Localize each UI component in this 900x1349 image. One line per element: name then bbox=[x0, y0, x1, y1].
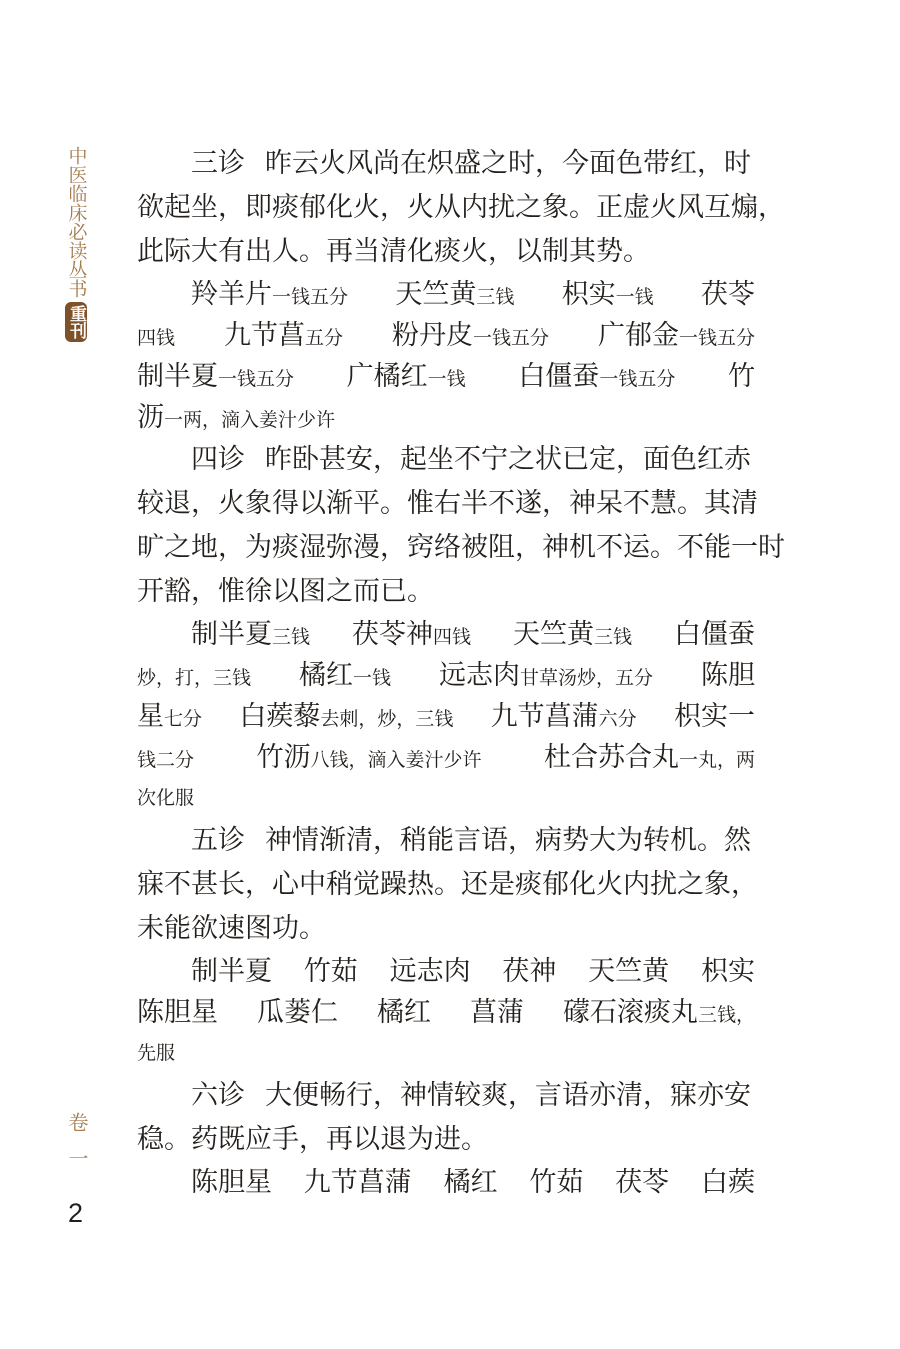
text-line: 五诊 神情渐清，稍能言语，病势大为转机。然 bbox=[191, 825, 751, 856]
reprint-seal: 重刊 bbox=[65, 302, 87, 342]
prescription-line: 钱二分 竹沥八钱，滴入姜汁少许 杜合苏合丸一丸，两 bbox=[137, 742, 755, 773]
text-line: 此际大有出人。再当清化痰火，以制其势。 bbox=[137, 236, 650, 267]
text-line: 开豁，惟徐以图之而已。 bbox=[137, 576, 434, 607]
series-title-vertical bbox=[64, 146, 88, 342]
volume-label: 卷一 bbox=[65, 1112, 89, 1184]
prescription-line: 陈胆星 瓜蒌仁 橘红 菖蒲 礞石滚痰丸三钱， bbox=[137, 997, 755, 1028]
series-title-text: 中医临床必读丛书 bbox=[65, 146, 88, 298]
text-line: 未能欲速图功。 bbox=[137, 913, 326, 944]
main-text bbox=[137, 142, 785, 1203]
prescription-line: 先服 bbox=[137, 1042, 176, 1064]
prescription-line: 次化服 bbox=[137, 787, 195, 809]
prescription-line: 制半夏 竹茹 远志肉 茯神 天竺黄 枳实 bbox=[191, 956, 755, 987]
prescription-line: 沥一两，滴入姜汁少许 bbox=[137, 402, 336, 433]
text-line: 欲起坐，即痰郁化火，火从内扰之象。正虚火风互煽， bbox=[137, 192, 785, 223]
text-line: 较退，火象得以渐平。惟右半不遂，神呆不慧。其清 bbox=[137, 488, 758, 519]
text-line: 寐不甚长，心中稍觉躁热。还是痰郁化火内扰之象， bbox=[137, 869, 758, 900]
prescription-line: 羚羊片一钱五分 天竺黄三钱 枳实一钱 茯苓 bbox=[191, 279, 755, 310]
text-line: 稳。药既应手，再以退为进。 bbox=[137, 1124, 488, 1155]
text-line: 四诊 昨卧甚安，起坐不宁之状已定，面色红赤 bbox=[191, 444, 751, 475]
text-line: 六诊 大便畅行，神情较爽，言语亦清，寐亦安 bbox=[191, 1080, 751, 1111]
text-line: 三诊 昨云火风尚在炽盛之时，今面色带红，时 bbox=[191, 148, 751, 179]
prescription-line: 四钱 九节菖五分 粉丹皮一钱五分 广郁金一钱五分 bbox=[137, 320, 755, 351]
prescription-line: 制半夏一钱五分 广橘红一钱 白僵蚕一钱五分 竹 bbox=[137, 361, 755, 392]
prescription-line: 炒，打，三钱 橘红一钱 远志肉甘草汤炒，五分 陈胆 bbox=[137, 660, 755, 691]
prescription-line: 制半夏三钱 茯苓神四钱 天竺黄三钱 白僵蚕 bbox=[191, 619, 755, 650]
prescription-line: 陈胆星 九节菖蒲 橘红 竹茹 茯苓 白蒺 bbox=[191, 1167, 755, 1198]
page-number: 2 bbox=[68, 1198, 84, 1228]
text-line: 旷之地，为痰湿弥漫，窍络被阻，神机不运。不能一时 bbox=[137, 532, 785, 563]
prescription-line: 星七分 白蒺藜去刺，炒，三钱 九节菖蒲六分 枳实一 bbox=[137, 701, 755, 732]
